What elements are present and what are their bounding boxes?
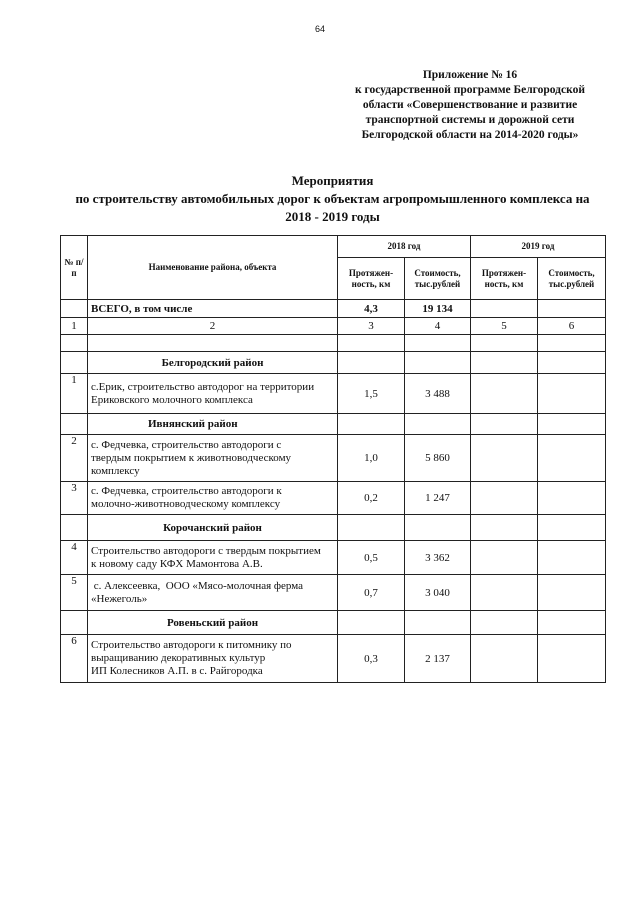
item-name: Строительство автодороги к питомнику по выращиванию декоративных культур ИП Колесников А.П. в с. Райгородка xyxy=(88,635,338,683)
total-num xyxy=(61,300,88,318)
item-length-2019 xyxy=(471,575,538,611)
item-length-2018: 0,3 xyxy=(338,635,405,683)
item-length-2018: 1,5 xyxy=(338,374,405,414)
header-num: № п/п xyxy=(61,236,88,300)
item-cost-2018: 3 488 xyxy=(405,374,471,414)
item-length-2018: 0,2 xyxy=(338,482,405,515)
header-length-2018: Протяжен-ность, км xyxy=(338,258,405,300)
table-row xyxy=(61,575,606,611)
item-num: 3 xyxy=(61,482,88,515)
item-name: с.Ерик, строительство автодорог на территории Ериковского молочного комплекса xyxy=(88,374,338,414)
table-row xyxy=(61,435,606,482)
item-cost-2018: 3 040 xyxy=(405,575,471,611)
document-title xyxy=(60,172,605,226)
total-length-2018: 4,3 xyxy=(338,300,405,318)
item-num: 1 xyxy=(61,374,88,414)
item-cost-2019 xyxy=(538,635,606,683)
column-index: 2 xyxy=(88,318,338,335)
column-index: 1 xyxy=(61,318,88,335)
item-cost-2018: 3 362 xyxy=(405,541,471,575)
appendix-header xyxy=(345,68,595,143)
measures-table xyxy=(60,235,606,683)
table-row xyxy=(61,482,606,515)
item-cost-2018: 2 137 xyxy=(405,635,471,683)
item-length-2019 xyxy=(471,435,538,482)
column-index: 6 xyxy=(538,318,606,335)
header-year-2019: 2019 год xyxy=(471,236,606,258)
appendix-line: транспортной системы и дорожной сети xyxy=(365,114,575,126)
header-cost-2019: Стоимость, тыс.рублей xyxy=(538,258,606,300)
total-label: ВСЕГО, в том числе xyxy=(88,300,338,318)
title-line: по строительству автомобильных дорог к объектам агропромышленного комплекса на xyxy=(75,191,590,206)
item-num: 5 xyxy=(61,575,88,611)
item-name: с. Федчевка, строительство автодороги к молочно-животноводческому комплексу xyxy=(88,482,338,515)
header-length-2019: Протяжен-ность, км xyxy=(471,258,538,300)
empty-row xyxy=(61,335,606,352)
header-year-2018: 2018 год xyxy=(338,236,471,258)
item-length-2019 xyxy=(471,374,538,414)
header-cost-2018: Стоимость, тыс.рублей xyxy=(405,258,471,300)
item-length-2019 xyxy=(471,635,538,683)
item-cost-2019 xyxy=(538,541,606,575)
column-index: 3 xyxy=(338,318,405,335)
item-length-2018: 0,5 xyxy=(338,541,405,575)
district-row xyxy=(61,515,606,541)
total-cost-2019 xyxy=(538,300,606,318)
district-row xyxy=(61,352,606,374)
item-cost-2019 xyxy=(538,482,606,515)
appendix-line: области «Совершенствование и развитие xyxy=(362,99,578,111)
table-row xyxy=(61,541,606,575)
column-index: 4 xyxy=(405,318,471,335)
district-name: Белгородский район xyxy=(88,352,338,374)
table-row xyxy=(61,635,606,683)
item-cost-2018: 1 247 xyxy=(405,482,471,515)
district-name: Ровеньский район xyxy=(88,611,338,635)
item-cost-2019 xyxy=(538,575,606,611)
title-line: Мероприятия xyxy=(291,173,374,188)
district-row xyxy=(61,611,606,635)
district-name: Ивнянский район xyxy=(88,414,338,435)
district-row xyxy=(61,414,606,435)
item-cost-2019 xyxy=(538,374,606,414)
table-row xyxy=(61,374,606,414)
item-name: Строительство автодороги с твердым покрытием к новому саду КФХ Мамонтова А.В. xyxy=(88,541,338,575)
column-index: 5 xyxy=(471,318,538,335)
page-number: 64 xyxy=(314,24,325,34)
appendix-line: Приложение № 16 xyxy=(422,69,518,81)
item-length-2019 xyxy=(471,541,538,575)
item-cost-2018: 5 860 xyxy=(405,435,471,482)
district-name: Корочанский район xyxy=(88,515,338,541)
item-length-2018: 0,7 xyxy=(338,575,405,611)
appendix-line: к государственной программе Белгородской xyxy=(355,84,585,96)
header-name: Наименование района, объекта xyxy=(88,236,338,300)
item-length-2018: 1,0 xyxy=(338,435,405,482)
item-cost-2019 xyxy=(538,435,606,482)
item-name: с. Алексеевка, ООО «Мясо-молочная ферма «Нежеголь» xyxy=(88,575,338,611)
total-length-2019 xyxy=(471,300,538,318)
item-length-2019 xyxy=(471,482,538,515)
total-cost-2018: 19 134 xyxy=(405,300,471,318)
title-line: 2018 - 2019 годы xyxy=(285,209,380,224)
item-name: с. Федчевка, строительство автодороги с твердым покрытием к животноводческому комплексу xyxy=(88,435,338,482)
item-num: 6 xyxy=(61,635,88,683)
item-num: 4 xyxy=(61,541,88,575)
item-num: 2 xyxy=(61,435,88,482)
appendix-line: Белгородской области на 2014-2020 годы» xyxy=(361,129,579,141)
